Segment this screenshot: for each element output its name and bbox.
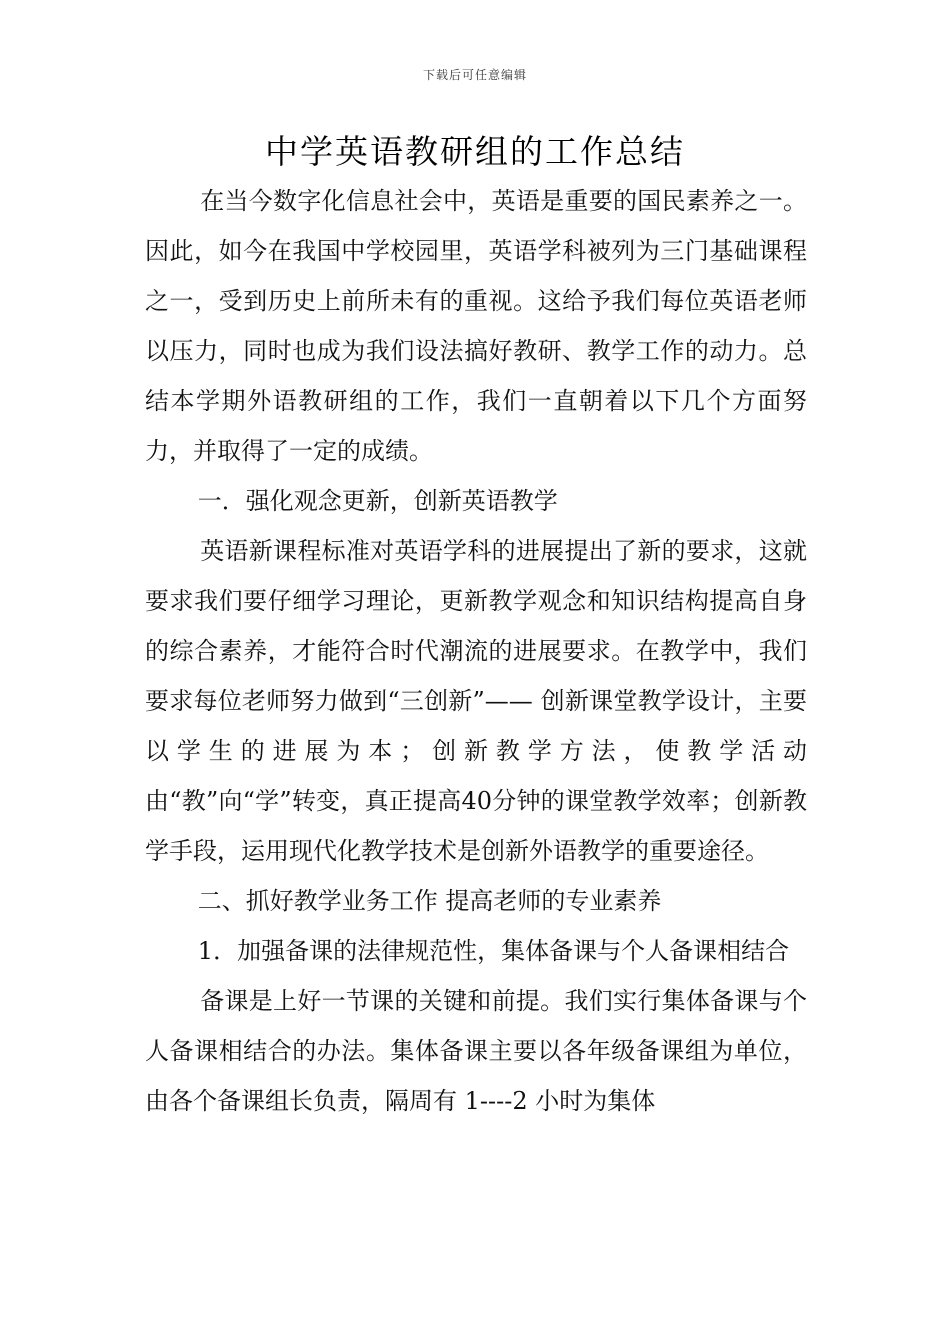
document-body (145, 176, 807, 1126)
intro-paragraph: 在当今数字化信息社会中，英语是重要的国民素养之一。因此，如今在我国中学校园里，英语学科被列为三门基础课程之一，受到历史上前所未有的重视。这给予我们每位英语老师以压力，同时也成为我们设法搞好教研、教学工作的动力。总结本学期外语教研组的工作，我们一直朝着以下几个方面努力，并取得了一定的成绩。 (145, 187, 807, 465)
subsection-heading-1: 1．加强备课的法律规范性，集体备课与个人备课相结合 (197, 937, 790, 965)
section-heading-2: 二、抓好教学业务工作 提高老师的专业素养 (197, 887, 662, 915)
document-title: 中学英语教研组的工作总结 (265, 132, 685, 171)
section-heading-1: 一．强化观念更新，创新英语教学 (197, 487, 558, 515)
section-1-paragraph: 英语新课程标准对英语学科的进展提出了新的要求，这就要求我们要仔细学习理论，更新教学观念和知识结构提高自身的综合素养，才能符合时代潮流的进展要求。在教学中，我们要求每位老师努力做到“三创新”—— 创新课堂教学设计，主要以学生的进展为本；创新教学方法，使教学活动由“教”向“学”转变，真正提高40分钟的课堂教学效率；创新教学手段，运用现代化教学技术是创新外语教学的重要途径。 (145, 537, 807, 865)
page-header-note: 下载后可任意编辑 (422, 68, 527, 82)
subsection-1-paragraph: 备课是上好一节课的关键和前提。我们实行集体备课与个人备课相结合的办法。集体备课主要以各年级备课组为单位，由各个备课组长负责，隔周有 1----2 小时为集体 (145, 987, 807, 1115)
